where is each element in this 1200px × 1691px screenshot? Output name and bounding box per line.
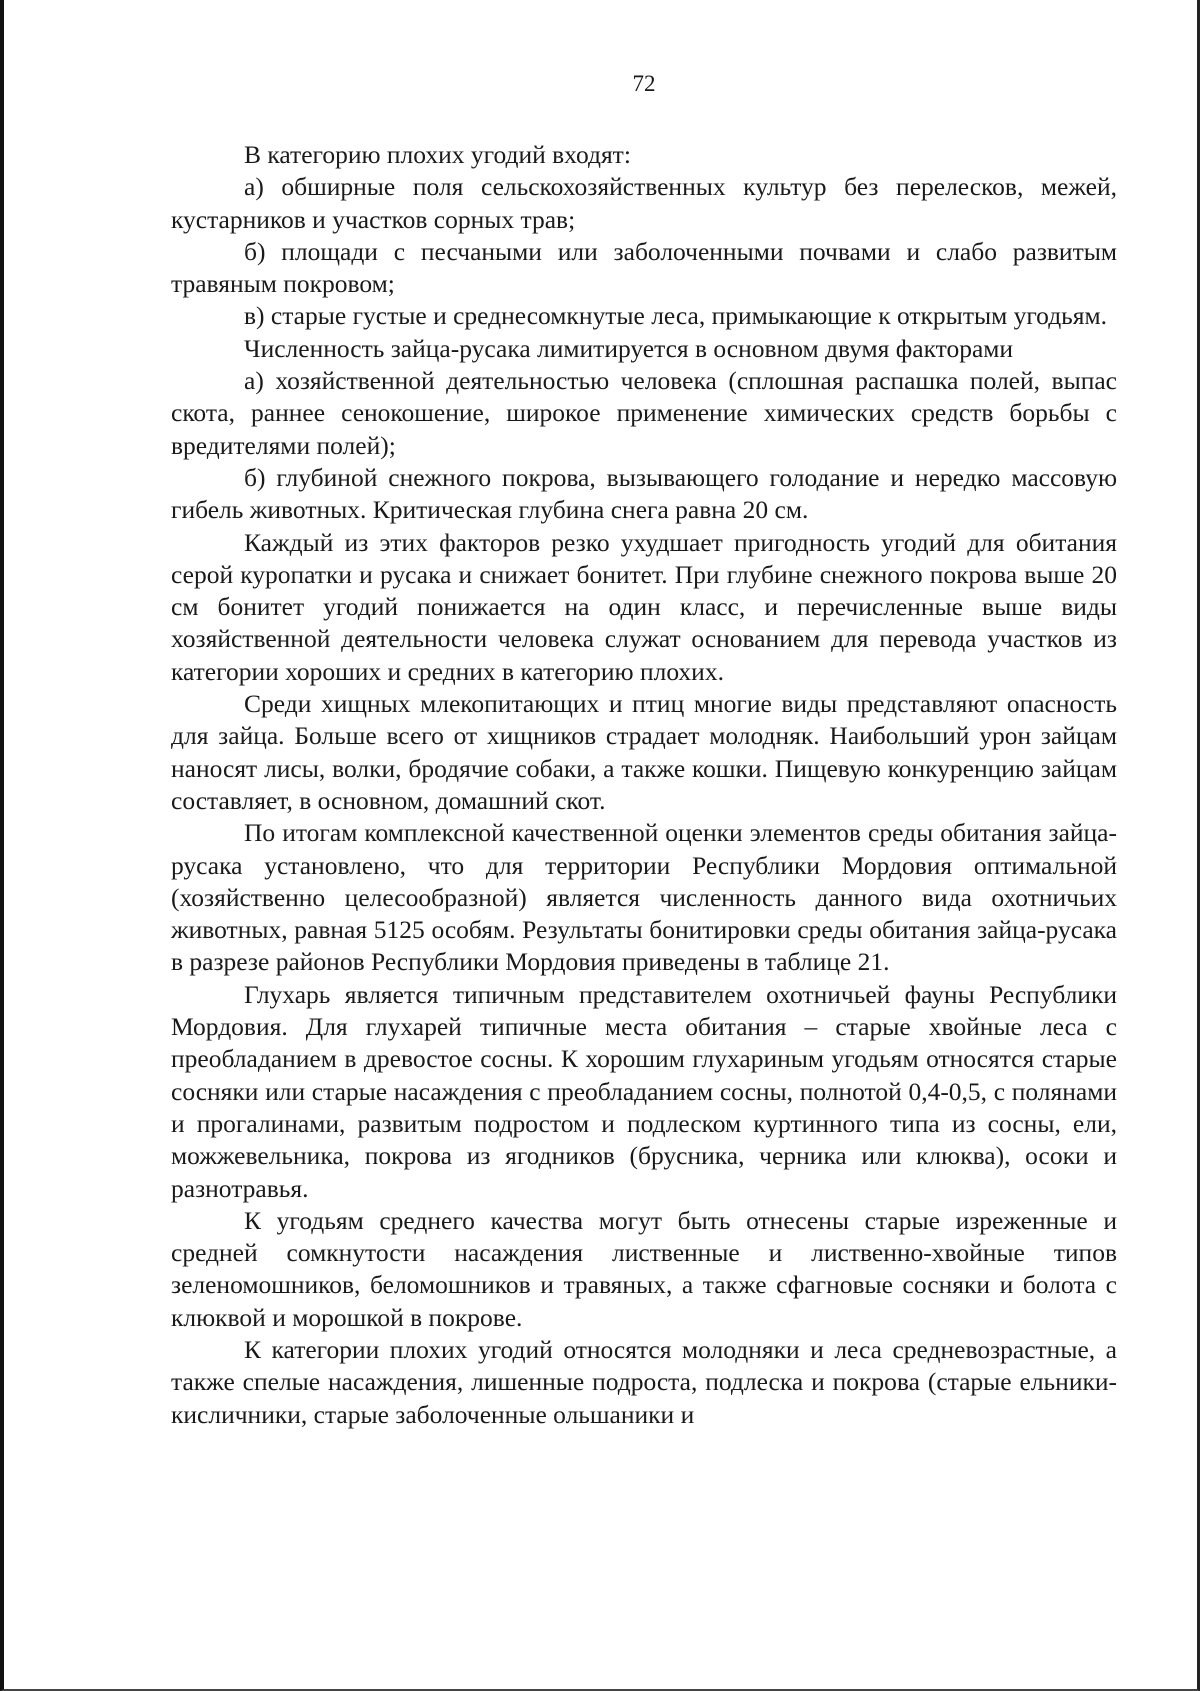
paragraph: Численность зайца-русака лимитируется в основном двумя факторами xyxy=(244,333,1014,363)
paragraph: б) глубиной снежного покрова, вызывающего голодание и нередко массовую гибель животных. Критическая глубина снега равна 20 см. xyxy=(171,462,1117,525)
paragraph: В категорию плохих угодий входят: xyxy=(244,140,631,169)
page-number: 72 xyxy=(632,71,656,96)
paragraph: а) обширные поля сельскохозяйственных культур без перелесков, межей, кустарников и участков сорных трав; xyxy=(171,172,1117,234)
paragraph: в) старые густые и среднесомкнутые леса, примыкающие к открытым угодьям. xyxy=(244,301,1108,331)
paragraph: Каждый из этих факторов резко ухудшает пригодность угодий для обитания серой куропатки и русака и снижает бонитет. При глубине снежного покрова выше 20 см бонитет угодий понижается на один класс, и перечисленные выше виды хозяйственной деятельности человека служат основанием для перевода участков из категории хороших и средних в категорию плохих. xyxy=(171,527,1117,686)
paragraph: Глухарь является типичным представителем охотничьей фауны Республики Мордовия. Для глухарей типичные места обитания – старые хвойные леса с преобладанием в древостое сосны. К хорошим глухариным угодьям относятся старые сосняки или старые насаждения с преобладанием сосны, полнотой 0,4-0,5, с полянами и прогалинами, развитым подростом и подлеском куртинного типа из сосны, ели, можжевельника, покрова из ягодников (брусника, черника или клюква), осоки и разнотравья. xyxy=(171,979,1117,1203)
body-text xyxy=(171,139,1117,1431)
paragraph: К категории плохих угодий относятся молодняки и леса средневозрастные, а также спелые насаждения, лишенные подроста, подлеска и покрова (старые ельники-кисличники, старые заболоченные ольшаники и xyxy=(171,1334,1117,1429)
paragraph: К угодьям среднего качества могут быть отнесены старые изреженные и средней сомкнутости насаждения лиственные и лиственно-хвойные типов зеленомошников, беломошников и травяных, а также сфагновые сосняки и болота с клюквой и морошкой в покрове. xyxy=(171,1205,1117,1332)
paragraph: Среди хищных млекопитающих и птиц многие виды представляют опасность для зайца. Больше всего от хищников страдает молодняк. Наибольший урон зайцам наносят лисы, волки, бродячие собаки, а также кошки. Пищевую конкуренцию зайцам составляет, в основном, домашний скот. xyxy=(171,689,1117,815)
paragraph: По итогам комплексной качественной оценки элементов среды обитания зайца-русака установлено, что для территории Республики Мордовия оптимальной (хозяйственно целесообразной) является численность данного вида охотничьих животных, равная 5125 особям. Результаты бонитировки среды обитания зайца-русака в разрезе районов Республики Мордовия приведены в таблице 21. xyxy=(171,818,1117,977)
paragraph: а) хозяйственной деятельностью человека (сплошная распашка полей, выпас скота, раннее сенокошение, широкое применение химических средств борьбы с вредителями полей); xyxy=(171,366,1117,460)
paragraph: б) площади с песчаными или заболоченными почвами и слабо развитым травяным покровом; xyxy=(171,236,1117,299)
